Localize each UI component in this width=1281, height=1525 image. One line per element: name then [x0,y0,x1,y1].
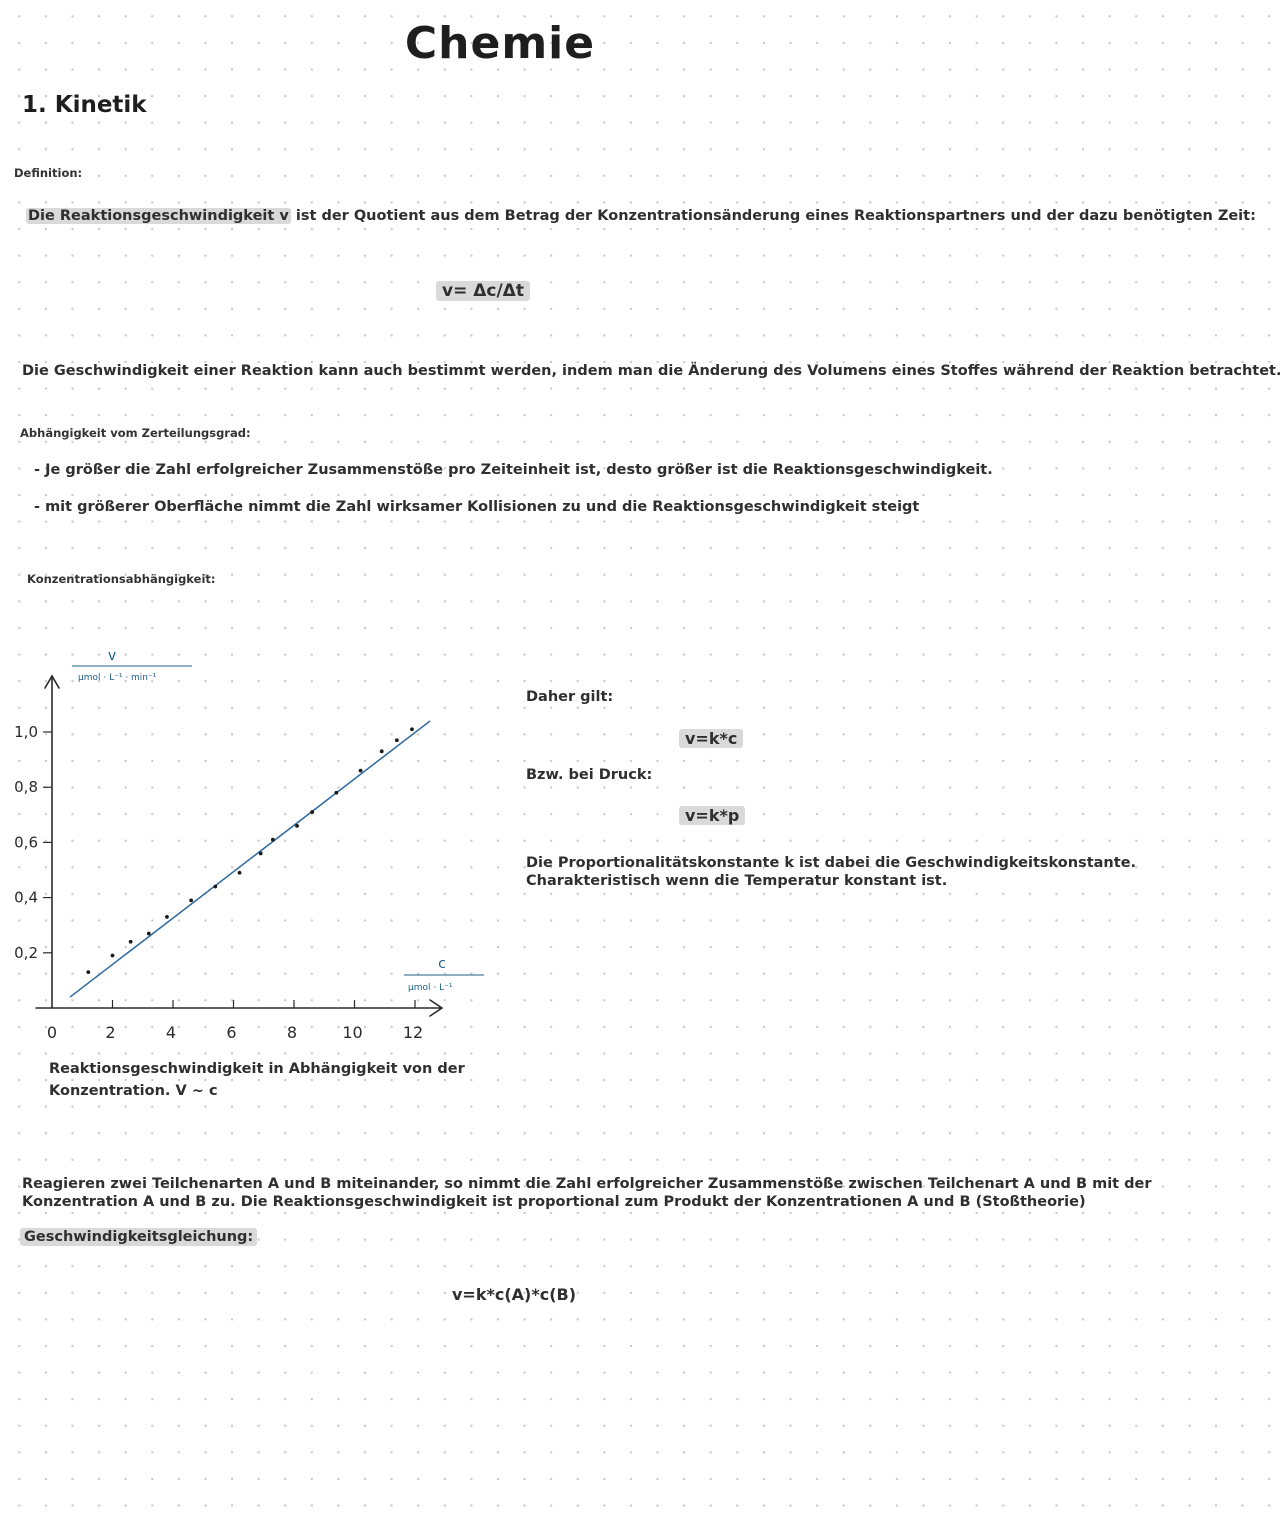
chart-caption [49,1058,465,1102]
data-point [111,954,115,958]
y-axis-unit: µmol · L⁻¹ · min⁻¹ [78,673,157,683]
x-tick-label: 4 [165,1023,177,1042]
rate-equation-label: Geschwindigkeitsgleichung: [20,1228,257,1246]
stosstheorie-line-1: Reagieren zwei Teilchenarten A und B miteinander, so nimmt die Zahl erfolgreicher Zusammenstöße zwischen Teilchenart A und B mit der [22,1176,1152,1192]
zerteilung-label: Abhängigkeit vom Zerteilungsgrad: [20,426,251,440]
formula-pressure: v=k*p [679,806,745,825]
data-point [380,749,384,753]
data-point [334,791,338,795]
stosstheorie-text [22,1175,1152,1211]
data-point [259,852,263,856]
chart-caption-line-2: Konzentration. V ~ c [49,1083,218,1099]
formula-concentration: v=k*c [679,729,743,748]
x-tick-label: 0 [46,1023,58,1042]
data-point [189,898,193,902]
x-tick-label: 12 [402,1023,424,1042]
data-point [213,885,217,889]
x-tick-label: 8 [286,1023,298,1042]
definition-text [26,208,1256,224]
zerteilung-bullet-1: - Je größer die Zahl erfolgreicher Zusammenstöße pro Zeiteinheit ist, desto größer ist die Reaktionsgeschwindigkeit. [34,462,993,478]
proportionality-note [526,854,1136,890]
y-tick-label: 0,8 [14,778,38,797]
x-axis-label: c [438,956,446,972]
definition-rest: ist der Quotient aus dem Betrag der Konzentrationsänderung eines Reaktionspartners und der dazu benötigten Zeit: [290,208,1256,224]
zerteilung-bullet-2: - mit größerer Oberfläche nimmt die Zahl wirksamer Kollisionen zu und die Reaktionsgeschwindigkeit steigt [34,499,920,515]
y-tick-label: 0,6 [14,833,38,852]
daher-label: Daher gilt: [526,689,614,705]
section-heading: 1. Kinetik [22,92,147,118]
data-point [359,769,363,773]
data-point [86,970,90,974]
x-tick-label: 2 [105,1023,116,1042]
data-point [271,838,275,842]
data-point [129,940,133,944]
definition-label: Definition: [14,166,83,180]
y-tick-label: 0,4 [14,888,38,907]
konzentration-label: Konzentrationsabhängigkeit: [27,572,216,586]
data-point [410,727,414,731]
data-point [238,871,242,875]
data-point [310,810,314,814]
y-tick-label: 1,0 [14,723,38,741]
data-point [295,824,299,828]
definition-highlight: Die Reaktionsgeschwindigkeit v [28,208,289,224]
x-tick-label: 10 [342,1023,363,1042]
stosstheorie-line-2: Konzentration A und B zu. Die Reaktionsgeschwindigkeit ist proportional zum Produkt der Konzentrationen A und B (Stoßtheorie) [22,1194,1086,1210]
rate-formula: v= Δc/Δt [436,281,530,301]
x-tick-label: 6 [226,1023,237,1042]
data-point [165,915,169,919]
page-title: Chemie [404,18,596,69]
data-point [147,932,151,936]
proportionality-note-line-2: Charakteristisch wenn die Temperatur konstant ist. [526,873,948,889]
volume-note: Die Geschwindigkeit einer Reaktion kann auch bestimmt werden, indem man die Änderung des Volumens eines Stoffes während der Reaktion betrachtet. [22,363,1281,379]
bzw-label: Bzw. bei Druck: [526,767,653,783]
proportionality-note-line-1: Die Proportionalitätskonstante k ist dabei die Geschwindigkeitskonstante. [526,855,1137,871]
y-axis-label: v [107,648,117,664]
rate-equation-formula: v=k*c(A)*c(B) [452,1285,577,1304]
fit-line [70,721,430,997]
y-tick-label: 0,2 [14,943,38,962]
data-point [395,738,399,742]
rate-concentration-chart [0,630,500,1060]
chart-caption-line-1: Reaktionsgeschwindigkeit in Abhängigkeit von der [49,1061,465,1077]
x-axis-unit: µmol · L⁻¹ [408,983,453,993]
